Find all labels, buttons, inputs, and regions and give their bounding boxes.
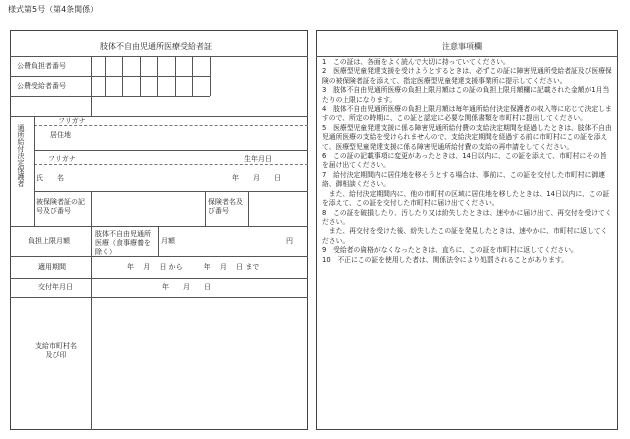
insurer-label: 保険者名及び番号 <box>208 198 243 215</box>
note-item: 8 この証を破損したり、汚したり又は紛失したときは、速やかに届け出て、再交付を受けてください。 <box>322 208 612 226</box>
monthly-amount-label: 月額 <box>161 237 175 245</box>
guardian-label: 通所給付決定保護者 <box>17 124 25 187</box>
insured-card-label: 被保険者証の記号及び番号 <box>36 198 85 215</box>
note-item: 6 この証の記載事項に変更があったときは、14日以内に、この証を添えて、市町村にその旨を届け出てください。 <box>322 152 607 170</box>
birth-date-label: 生年月日 <box>244 155 272 163</box>
note-item: 5 医療型児童発達支援に係る障害児通所給付費の支給決定期間を経過したときは、肢体不自由児通所医療の支給を受けられませんので、支給決定期間を経過する前に市町村にこの証を添えて、医療型児童発達支援に係る障害児通所給付費の支給の再申請をしてください。 <box>322 123 612 151</box>
name-label: 氏 名 <box>36 174 64 182</box>
note-item: また、給付決定期間内に、他の市町村の区域に居住地を移したときは、14日以内に、この証を添えて、この証を交付した市町村に届け出てください。 <box>322 189 610 208</box>
certificate-title: 肢体不自由児通所医療受給者証 <box>100 42 212 51</box>
note-item: 7 給付決定期間内に居住地を移そうとする場合は、事前に、この証を交付した市町村に御連絡、御相談ください。 <box>322 170 605 189</box>
public-recipient-number-label: 公費受給者番号 <box>17 82 66 90</box>
furigana-label-1: フリガナ <box>58 117 86 125</box>
form-number-header: 様式第5号（第4条関係） <box>8 5 99 14</box>
address-label: 居住地 <box>50 131 71 139</box>
furigana-label-2: フリガナ <box>48 155 76 163</box>
note-item: 4 肢体不自由児通所医療の負担上限月額は毎年通所給付決定保護者の収入等に応じて決定しますので、所定の時期に、この証と認定に必要な関係書類を市町村に提出してください。 <box>322 105 612 123</box>
issue-date-label: 交付年月日 <box>38 283 73 291</box>
limit-description: 肢体不自由児通所医療（食事療養を除く） <box>95 230 151 256</box>
period-label: 適用期間 <box>38 263 66 271</box>
notes-list <box>322 58 612 265</box>
limit-amount-label: 負担上限月額 <box>28 237 70 245</box>
note-item: 10 不正にこの証を使用した者は、関係法令により処罰されることがあります。 <box>322 255 568 264</box>
note-item: 3 肢体不自由児通所医療の負担上限月額はこの証の負担上限月額欄に記載された金額が1月当たりの上限になります。 <box>322 86 610 104</box>
yen-unit: 円 <box>286 237 293 245</box>
note-item: 1 この証は、各面をよく読んで大切に持っていてください。 <box>322 58 510 66</box>
municipality-seal-label: 支給市町村名及び印 <box>35 342 77 359</box>
notes-title: 注意事項欄 <box>442 42 482 51</box>
birth-date-value: 年 月 日 <box>232 174 281 182</box>
period-value: 年 月 日 から 年 月 日 まで <box>127 263 260 271</box>
issue-date-value: 年 月 日 <box>162 283 211 291</box>
note-item: 9 受給者の資格がなくなったときは、直ちに、この証を市町村に返してください。 <box>322 246 578 255</box>
note-item: 2 医療型児童発達支援を受けようとするときは、必ずこの証に障害児通所受給者証及び医療保険の被保険者証を添えて、指定医療型児童発達支援事業所に提示してください。 <box>322 67 612 85</box>
public-payer-number-label: 公費負担者番号 <box>17 62 66 70</box>
note-item: また、再交付を受けた後、紛失したこの証を発見したときは、速やかに、市町村に返してください。 <box>322 227 608 245</box>
